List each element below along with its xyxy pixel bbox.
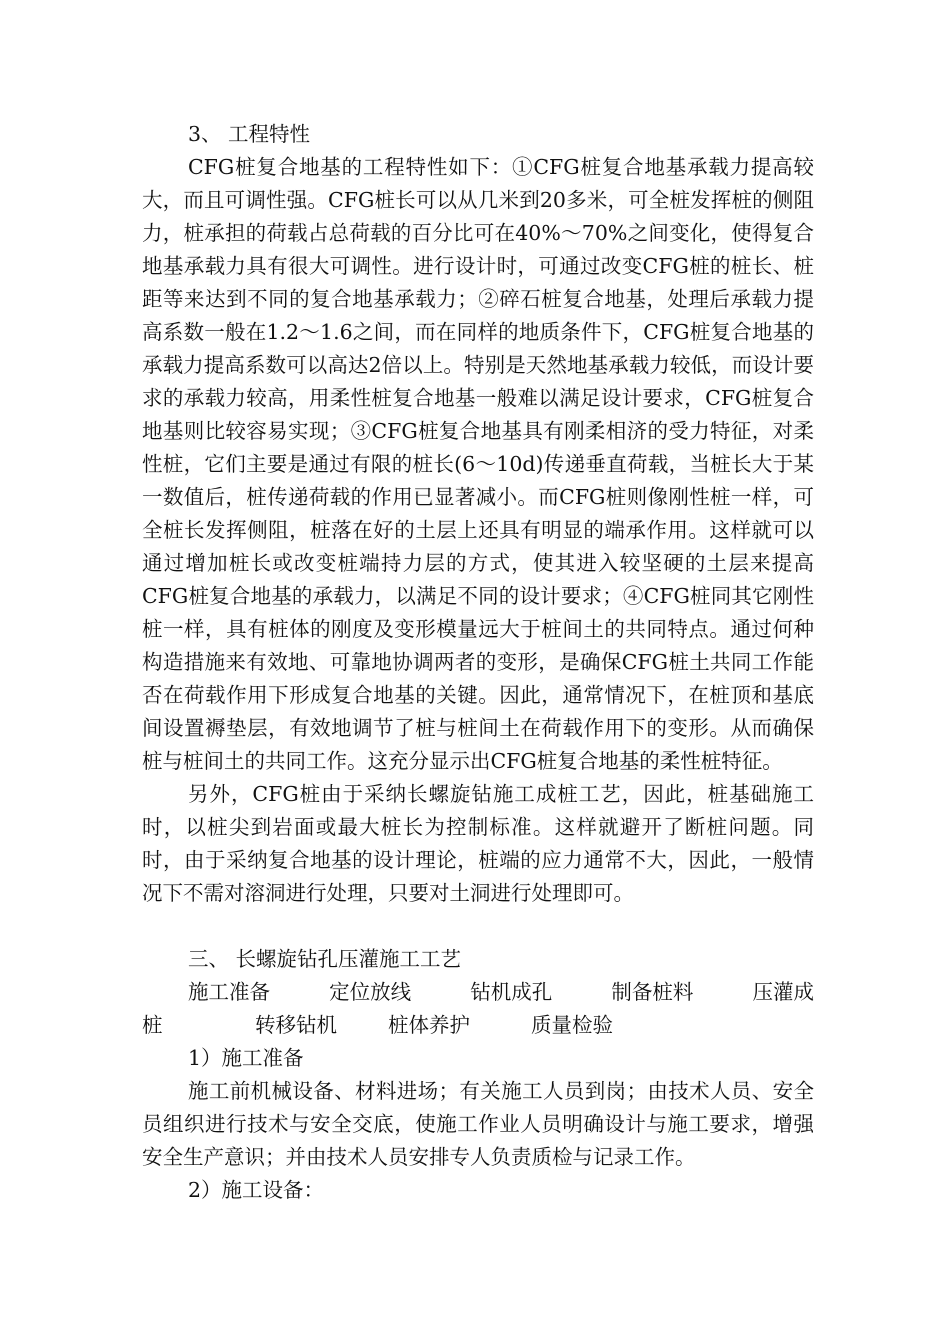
document-body <box>142 118 814 1207</box>
paragraph-construction-note: 另外，CFG桩由于采纳长螺旋钻施工成桩工艺，因此，桩基础施工时，以桩尖到岩面或最大桩长为控制标准。这样就避开了断桩问题。同时，由于采纳复合地基的设计理论，桩端的应力通常不大，因此，一般情况下不需对溶洞进行处理，只要对土洞进行处理即可。 <box>142 782 814 905</box>
process-step: 制备桩料 <box>611 980 694 1004</box>
paragraph-engineering-characteristics: CFG桩复合地基的工程特性如下：①CFG桩复合地基承载力提高较大，而且可调性强。CFG桩长可以从几米到20多米，可全桩发挥桩的侧阻力，桩承担的荷载占总荷载的百分比可在40%～70%之间变化，使得复合地基承载力具有很大可调性。进行设计时，可通过改变CFG桩的桩长、桩距等来达到不同的复合地基承载力；②碎石桩复合地基，处理后承载力提高系数一般在1.2～1.6之间，而在同样的地质条件下，CFG桩复合地基的承载力提高系数可以高达2倍以上。特别是天然地基承载力较低，而设计要求的承载力较高，用柔性桩复合地基一般难以满足设计要求，CFG桩复合地基则比较容易实现；③CFG桩复合地基具有刚柔相济的受力特征，对柔性桩，它们主要是通过有限的桩长(6～10d)传递垂直荷载，当桩长大于某一数值后，桩传递荷载的作用已显著减小。而CFG桩则像刚性桩一样，可全桩长发挥侧阻，桩落在好的土层上还具有明显的端承作用。这样就可以通过增加桩长或改变桩端持力层的方式，使其进入较坚硬的土层来提高CFG桩复合地基的承载力，以满足不同的设计要求；④CFG桩同其它刚性桩一样，具有桩体的刚度及变形模量远大于桩间土的共同特点。通过何种构造措施来有效地、可靠地协调两者的变形，是确保CFG桩土共同工作能否在荷载作用下形成复合地基的关键。因此，通常情况下，在桩顶和基底间设置褥垫层，有效地调节了桩与桩间土在荷载作用下的变形。从而确保桩与桩间土的共同工作。这充分显示出CFG桩复合地基的柔性桩特征。 <box>142 155 814 773</box>
section-heading-engineering-characteristics: 3、 工程特性 <box>188 122 311 146</box>
process-steps-line-2 <box>142 1009 814 1042</box>
process-step: 钻机成孔 <box>470 980 553 1004</box>
subheading-equipment: 2）施工设备： <box>188 1178 325 1202</box>
paragraph-preparation: 施工前机械设备、材料进场；有关施工人员到岗；由技术人员、安全员组织进行技术与安全交底，使施工作业人员明确设计与施工要求，增强安全生产意识；并由技术人员安排专人负责质检与记录工作。 <box>142 1079 814 1169</box>
process-step: 桩 <box>142 1013 163 1037</box>
process-step: 压灌成 <box>752 980 814 1004</box>
process-steps-line-1 <box>142 976 814 1009</box>
subheading-preparation: 1）施工准备 <box>188 1046 304 1070</box>
process-step: 施工准备 <box>188 980 270 1004</box>
section-heading-process: 三、 长螺旋钻孔压灌施工工艺 <box>188 947 462 971</box>
process-step: 桩体养护 <box>388 1013 470 1037</box>
process-step: 定位放线 <box>329 980 412 1004</box>
blank-line <box>142 910 814 943</box>
process-step: 质量检验 <box>531 1013 613 1037</box>
process-step: 转移钻机 <box>255 1013 337 1037</box>
